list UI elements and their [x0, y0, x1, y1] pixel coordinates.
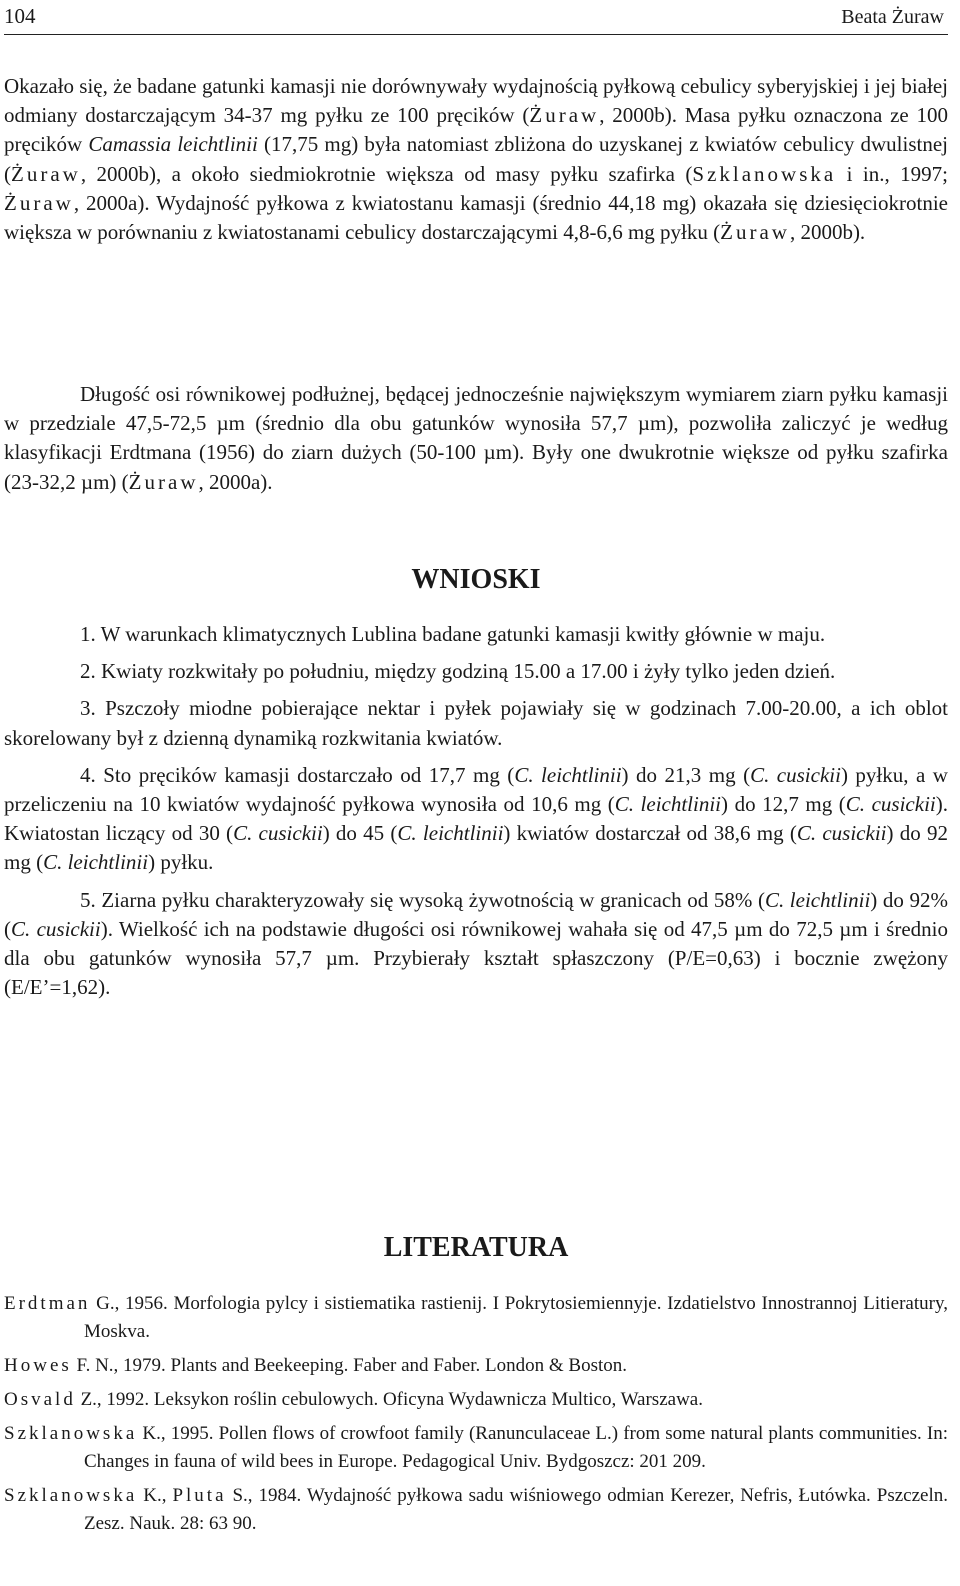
page-header: [4, 0, 948, 35]
text: , 2000b). Masa pyłku oznaczona ze 100 pręcików: [4, 103, 949, 157]
species-name: C. leichtlinii: [514, 762, 622, 787]
reference-list: [4, 1290, 948, 1544]
text: ) do 45 (: [322, 821, 398, 846]
reference-text: G., 1956. Morfologia pylcy i sistiematika rastienij. I Pokrytosiemiennyje. Izdatielstvo Innostrannoj Litieratury, Moskva.: [84, 1293, 948, 1342]
reference-author: Szklanowska: [4, 1423, 138, 1444]
species-name: C. cusickii: [845, 792, 936, 817]
text: , 2000b), a około siedmiokrotnie większa od masy pyłku szafirka (: [80, 161, 693, 186]
reference-text: S., 1984. Wydajność pyłkowa sadu wiśniowego odmian Kerezer, Nefris, Łutówka. Pszczeln. Zesz. Nauk. 28: 63 90.: [84, 1485, 948, 1534]
author-citation: Żuraw: [529, 103, 600, 128]
author-citation: Żuraw: [4, 190, 74, 215]
text: ) do 12,7 mg (: [721, 792, 846, 817]
text: ) pyłku, a w przeliczeniu na 10 kwiatów wydajność pyłkowa wynosiła od 10,6 mg (: [4, 762, 948, 817]
species-name: C. cusickii: [796, 821, 887, 846]
paragraph-1: [4, 72, 948, 247]
text: ) do 92% (: [4, 887, 948, 941]
conclusion-item: 1. W warunkach klimatycznych Lublina badane gatunki kamasji kwitły głównie w maju.: [80, 622, 826, 646]
text: ) kwiatów dostarczał od 38,6 mg (: [503, 821, 797, 846]
conclusions-list: [4, 620, 948, 1010]
species-name: C. cusickii: [233, 821, 323, 846]
author-citation: Żuraw: [720, 220, 790, 245]
text: , 2000a). Wydajność pyłkowa z kwiatostanu kamasji (średnio 44,18 mg) okazała się dziesięciokrotnie większa w porównaniu z kwiatostanami cebulicy dostarczającymi 4,8-6,6 mg pyłku (: [4, 190, 948, 245]
text: (17,75 mg) była natomiast zbliżona do uzyskanej z kwiatów cebulicy dwulistnej (: [4, 132, 948, 186]
author-citation: Żuraw: [128, 469, 199, 494]
reference-text: Z., 1992. Leksykon roślin cebulowych. Oficyna Wydawnicza Multico, Warszawa.: [75, 1389, 703, 1410]
running-head: Beata Żuraw: [841, 6, 944, 28]
reference-item: [4, 1290, 948, 1346]
page-number: 104: [4, 4, 36, 28]
species-name: C. leichtlinii: [614, 792, 722, 817]
text: Okazało się, że badane gatunki kamasji nie dorównywały wydajnością pyłkową cebulicy syberyjskiej i jej białej odmiany dostarczającym 34-37 mg pyłku ze 100 pręcików (: [4, 74, 948, 128]
text: i in., 1997;: [836, 161, 948, 186]
reference-author: Szklanowska: [4, 1485, 138, 1506]
text: ). Kwiatostan liczący od 30 (: [4, 792, 948, 846]
text: ) do 92 mg (: [4, 821, 948, 875]
reference-item: [4, 1420, 948, 1476]
reference-text: K., 1995. Pollen flows of crowfoot family (Ranunculaceae L.) from some natural plants communities. In: Changes in fauna of wild bees in Europe. Pedagogical Univ. Bydgoszcz: 201 209.: [84, 1423, 948, 1472]
conclusion-item: [4, 761, 948, 878]
text: 4. Sto pręcików kamasji dostarczało od 17,7 mg (: [80, 762, 515, 787]
conclusion-item: 2. Kwiaty rozkwitały po południu, między godziną 15.00 a 17.00 i żyły tylko jeden dzień.: [80, 659, 836, 684]
species-name: C. leichtlinii: [397, 821, 504, 846]
species-name: C. leichtlinii: [764, 887, 871, 912]
reference-text: F. N., 1979. Plants and Beekeeping. Faber and Faber. London & Boston.: [71, 1355, 628, 1376]
text: , 2000a).: [198, 469, 273, 494]
species-name: C. leichtlinii: [43, 850, 149, 875]
species-name: Camassia leichtlinii: [88, 132, 258, 157]
reference-author: Howes: [4, 1355, 72, 1376]
reference-item: [4, 1352, 948, 1380]
text: Długość osi równikowej podłużnej, będącej jednocześnie największym wymiarem ziarn pyłku kamasji w przedziale 47,5-72,5 µm (średnio dla obu gatunków wynosiła 57,7 µm), pozwoliła zaliczyć je według klasyfikacji Erdtmana (1956) do ziarn dużych (50-100 µm). Były one dwukrotnie większe od pyłku szafirka (23-32,2 µm) (: [4, 382, 948, 494]
species-name: C. cusickii: [750, 762, 841, 787]
reference-author: Osvald: [4, 1389, 76, 1410]
reference-item: [4, 1482, 948, 1538]
reference-text: K.,: [137, 1485, 173, 1506]
text: ). Wielkość ich na podstawie długości osi równikowej wahała się od 47,5 µm do 72,5 µm i średnio dla obu gatunków wynosiła 57,7 µm. Przybierały kształt spłaszczony (P/E=0,63) i bocznie zwężony (E/E’=1,62).: [4, 916, 949, 1000]
text: ) do 21,3 mg (: [621, 762, 751, 787]
author-citation: Żuraw: [11, 161, 81, 186]
author-citation: Szklanowska: [692, 161, 837, 186]
text: 5. Ziarna pyłku charakteryzowały się wysoką żywotnością w granicach od 58% (: [80, 887, 765, 912]
section-heading-literature: LITERATURA: [383, 1232, 569, 1263]
reference-item: [4, 1386, 948, 1414]
section-heading-conclusions: WNIOSKI: [411, 564, 541, 595]
paragraph-2: [4, 380, 948, 497]
reference-author: Erdtman: [4, 1293, 91, 1314]
species-name: C. cusickii: [11, 916, 101, 941]
text: , 2000b).: [789, 220, 866, 245]
conclusion-item: [4, 886, 948, 1003]
conclusion-item: 3. Pszczoły miodne pobierające nektar i pyłek pojawiały się w godzinach 7.00-20.00, a ich oblot skorelowany był z dzienną dynamiką rozkwitania kwiatów.: [4, 696, 948, 750]
reference-author: Pluta: [172, 1485, 227, 1506]
text: ) pyłku.: [148, 850, 214, 875]
